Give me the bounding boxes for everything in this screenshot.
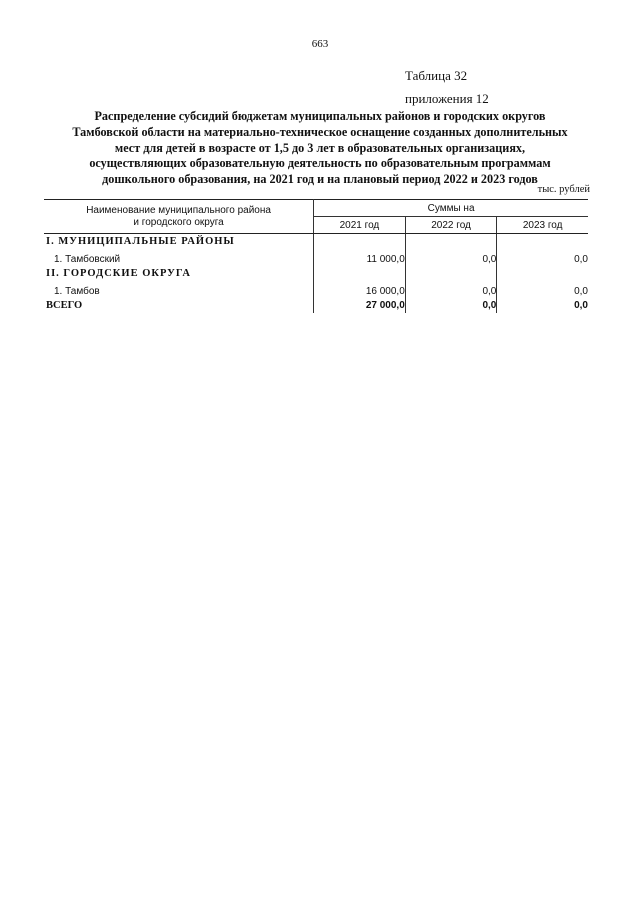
section-row (44, 266, 588, 281)
title-line: дошкольного образования, на 2021 год и на плановый период 2022 и 2023 годов (102, 172, 538, 187)
year-header-2022: 2022 год (405, 217, 497, 234)
units-label: тыс. рублей (537, 184, 590, 195)
title-line: Тамбовской области на материально-техническое оснащение созданных дополнительных (72, 124, 568, 139)
year-header-2021: 2021 год (314, 217, 406, 234)
section-row (44, 234, 588, 250)
name-header-line2: и городского округа (133, 216, 224, 228)
appendix-reference: приложения 12 (405, 91, 489, 106)
row-name: 1. Тамбовский (44, 249, 314, 266)
value-2021: 16 000,0 (314, 281, 406, 298)
total-label: ВСЕГО (44, 298, 314, 313)
subsidies-table (44, 199, 588, 313)
table-reference: Таблица 32 (405, 68, 468, 83)
row-name: 1. Тамбов (44, 281, 314, 298)
title-line: осуществляющих образовательную деятельность по образовательным программам (89, 156, 551, 171)
table-row (44, 281, 588, 298)
year-header-2023: 2023 год (497, 217, 588, 234)
sums-header: Суммы на (314, 200, 588, 217)
value-2022: 0,0 (405, 249, 497, 266)
total-2023: 0,0 (574, 300, 588, 311)
value-2021: 11 000,0 (314, 249, 406, 266)
name-column-header (44, 200, 314, 234)
total-2021: 27 000,0 (314, 298, 406, 313)
title-line: мест для детей в возрасте от 1,5 до 3 лет в образовательных организациях, (114, 140, 526, 155)
value-2022: 0,0 (405, 281, 497, 298)
section-title: I. МУНИЦИПАЛЬНЫЕ РАЙОНЫ (44, 234, 314, 250)
value-2023: 0,0 (574, 286, 588, 297)
section-title: II. ГОРОДСКИЕ ОКРУГА (44, 266, 314, 281)
total-row (44, 298, 588, 313)
total-2022: 0,0 (405, 298, 497, 313)
page-number: 663 (311, 38, 329, 50)
document-title (40, 109, 600, 188)
value-2023: 0,0 (574, 254, 588, 265)
table-row (44, 249, 588, 266)
name-header-line1: Наименование муниципального района (86, 204, 271, 216)
title-line: Распределение субсидий бюджетам муниципальных районов и городских округов (94, 109, 546, 123)
